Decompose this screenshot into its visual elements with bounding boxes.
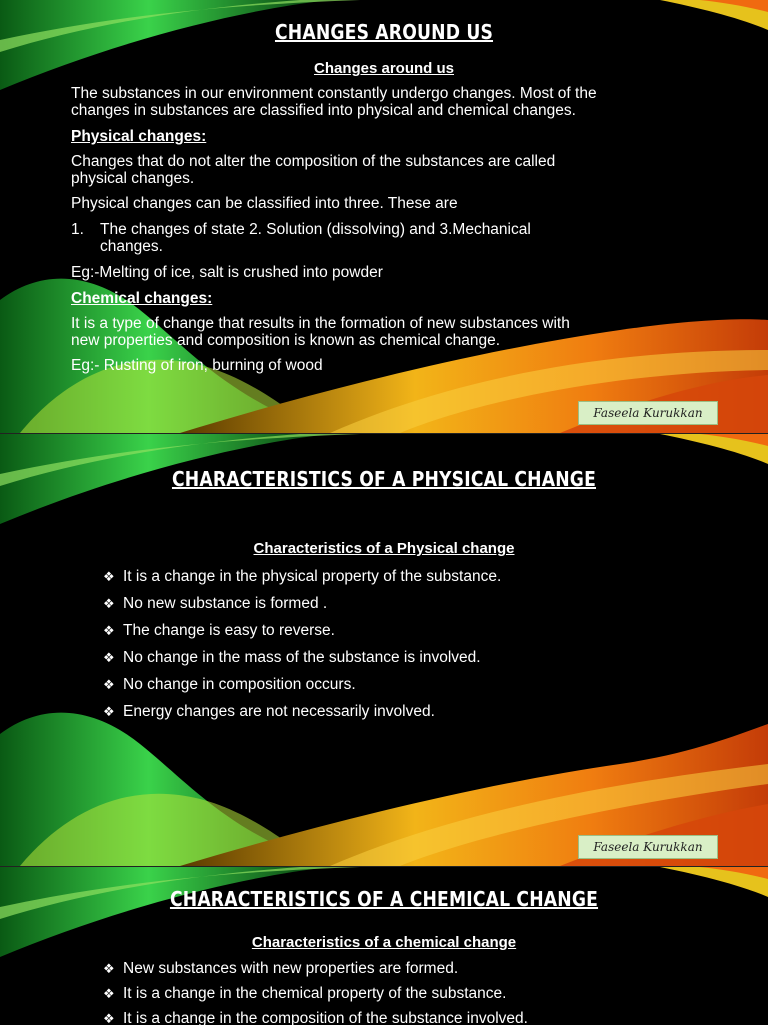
physical-definition-line-1: Changes that do not alter the composition of the substances are called xyxy=(71,153,556,170)
chemical-definition-line-1: It is a type of change that results in the formation of new substances with xyxy=(71,315,570,332)
slide2-subtitle: Characteristics of a Physical change xyxy=(253,540,515,557)
slide3-title: CHARACTERISTICS OF A CHEMICAL CHANGE xyxy=(169,887,599,911)
bullet-diamond-icon: ❖ xyxy=(103,596,115,611)
physical-changes-heading: Physical changes: xyxy=(71,128,207,145)
slide-changes-around-us xyxy=(0,0,768,433)
intro-line-2: changes in substances are classified into physical and chemical changes. xyxy=(71,102,576,119)
physical-definition-line-2: physical changes. xyxy=(71,170,195,187)
bullet-diamond-icon: ❖ xyxy=(103,569,115,584)
bullet-diamond-icon: ❖ xyxy=(103,986,115,1001)
physical-characteristics-list xyxy=(103,568,501,730)
chemical-definition-line-2: new properties and composition is known as chemical change. xyxy=(71,332,501,349)
list-item: ❖ No change in the mass of the substance is involved. xyxy=(103,649,481,666)
list-number: 1. xyxy=(71,221,84,238)
bullet-diamond-icon: ❖ xyxy=(103,650,115,665)
list-item: ❖ New substances with new properties are formed. xyxy=(103,960,459,977)
slide-physical-change-characteristics xyxy=(0,433,768,866)
bullet-diamond-icon: ❖ xyxy=(103,1011,115,1025)
list-item: ❖ No change in composition occurs. xyxy=(103,676,356,693)
list-item: ❖ Energy changes are not necessarily involved. xyxy=(103,703,435,720)
author-signature: Faseela Kurukkan xyxy=(578,401,718,425)
list-line-1: The changes of state 2. Solution (dissolving) and 3.Mechanical xyxy=(100,221,531,238)
author-signature: Faseela Kurukkan xyxy=(578,835,718,859)
list-item: ❖ It is a change in the physical property of the substance. xyxy=(103,568,502,585)
classified-line: Physical changes can be classified into three. These are xyxy=(71,195,458,212)
bullet-diamond-icon: ❖ xyxy=(103,677,115,692)
bullet-diamond-icon: ❖ xyxy=(103,704,115,719)
intro-line-1: The substances in our environment constantly undergo changes. Most of the xyxy=(71,85,597,102)
chemical-characteristics-list xyxy=(103,960,528,1025)
chemical-example: Eg:- Rusting of iron, burning of wood xyxy=(71,357,323,374)
list-item: ❖ It is a change in the composition of the substance involved. xyxy=(103,1010,528,1025)
list-item: ❖ No new substance is formed . xyxy=(103,595,328,612)
slide-chemical-change-characteristics xyxy=(0,866,768,1025)
list-item: ❖ It is a change in the chemical property of the substance. xyxy=(103,985,507,1002)
physical-example: Eg:-Melting of ice, salt is crushed into powder xyxy=(71,264,383,281)
list-line-2: changes. xyxy=(100,238,163,255)
slide1-title: CHANGES AROUND US xyxy=(274,20,494,44)
slide1-subtitle: Changes around us xyxy=(313,60,455,77)
slide2-title: CHARACTERISTICS OF A PHYSICAL CHANGE xyxy=(171,467,597,491)
list-item: ❖ The change is easy to reverse. xyxy=(103,622,335,639)
chemical-changes-heading: Chemical changes: xyxy=(71,290,213,307)
bullet-diamond-icon: ❖ xyxy=(103,623,115,638)
slide3-subtitle: Characteristics of a chemical change xyxy=(251,934,517,951)
bullet-diamond-icon: ❖ xyxy=(103,961,115,976)
